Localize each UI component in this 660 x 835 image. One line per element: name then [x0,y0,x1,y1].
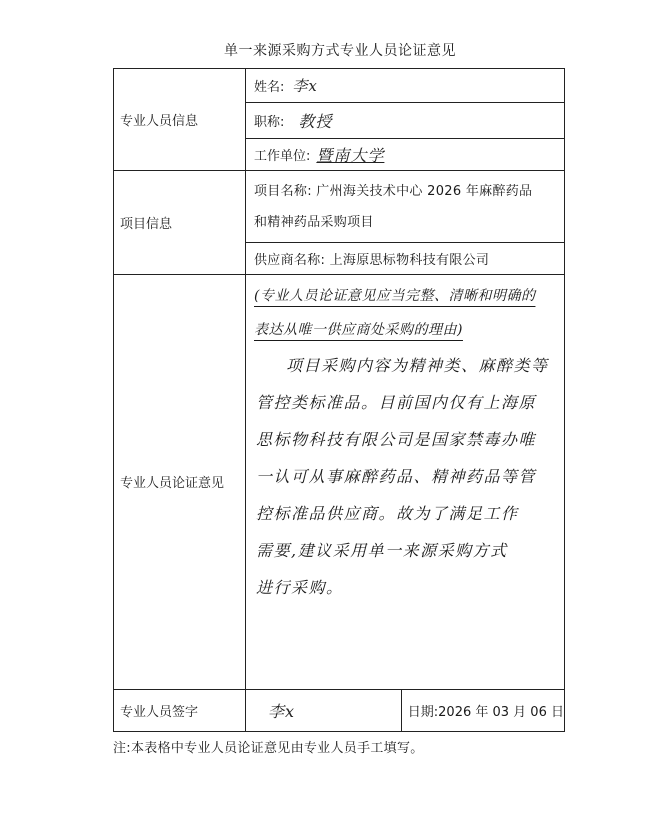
expert-info-label: 专业人员信息 [114,69,246,171]
opinion-label: 专业人员论证意见 [114,274,246,689]
job-title-value: 教授 [298,112,333,132]
opinion-prompt-line2: 表达从唯一供应商处采购的理由) [254,321,463,338]
date-cell [402,690,564,731]
employer-label: 工作单位: [254,149,311,165]
opinion-form [113,68,565,732]
opinion-prompt-line1: (专业人员论证意见应当完整、清晰和明确的 [254,287,536,304]
signature-cell [246,690,402,731]
opinion-line: 进行采购。 [256,577,344,597]
opinion-line: 需要,建议采用单一来源采购方式 [256,540,508,560]
job-title-label: 职称: [254,115,285,131]
opinion-line: 思标物科技有限公司是国家禁毒办唯 [256,429,537,449]
employer-value: 暨南大学 [316,146,385,166]
footnote: 注:本表格中专业人员论证意见由专业人员手工填写。 [113,741,424,756]
employer-cell [246,139,565,171]
opinion-cell [246,274,565,689]
name-label: 姓名: [254,80,285,96]
project-name-line1: 项目名称: 广州海关技术中心 2026 年麻醉药品 [254,183,533,199]
signature-date-cell [246,689,565,731]
date-label: 日期: [407,704,439,720]
name-value: 李x [292,77,318,96]
project-name-cell [246,171,565,242]
signature-value: 李x [268,701,296,721]
opinion-line: 一认可从事麻醉药品、精神药品等管 [256,466,537,486]
job-title-cell [246,103,565,139]
opinion-line: 控标准品供应商。故为了满足工作 [256,503,519,523]
date-value: 2026 年 03 月 06 日 [438,704,564,720]
form-title: 单一来源采购方式专业人员论证意见 [224,43,456,59]
opinion-line: 管控类标准品。目前国内仅有上海原 [256,392,537,412]
supplier-text: 供应商名称: 上海原思标物科技有限公司 [254,252,490,268]
supplier-cell [246,242,565,274]
project-name-line2: 和精神药品采购项目 [254,214,374,230]
name-cell [246,69,565,103]
handwritten-opinion [246,347,564,606]
signature-label: 专业人员签字 [114,689,246,731]
opinion-line: 项目采购内容为精神类、麻醉类等 [286,355,549,375]
project-info-label: 项目信息 [114,171,246,274]
